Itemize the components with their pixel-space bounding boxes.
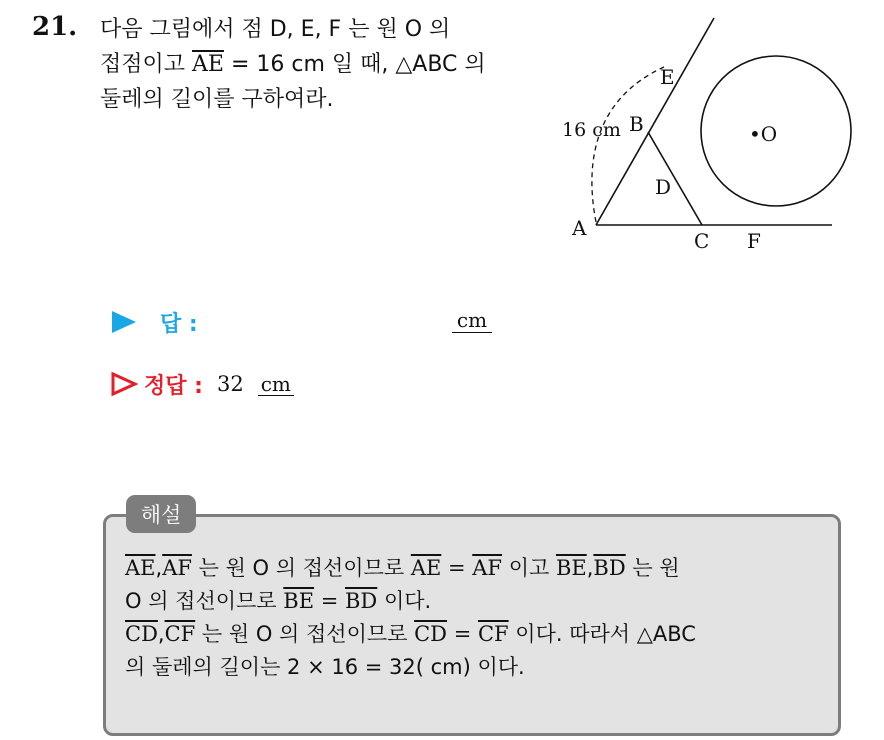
seg: $\overline{BD}$ (345, 589, 378, 613)
seg: $\overline{CD}$ (125, 622, 158, 646)
txt: 는 원 O 의 접선이므로 (195, 622, 415, 646)
label-c: C (694, 229, 710, 253)
label-f: F (747, 229, 761, 253)
label-length: 16 cm (562, 119, 621, 141)
eq: = (314, 589, 345, 613)
txt: 이고 (502, 556, 556, 580)
outline-arrow-icon (110, 371, 138, 397)
seg: $\overline{AE}$ (410, 556, 442, 580)
answer-row (110, 306, 488, 338)
seg: $\overline{CF}$ (164, 622, 196, 646)
correct-answer-label: 정답 : (144, 373, 203, 399)
solution-line-2 (125, 585, 835, 618)
figure-svg (556, 10, 856, 260)
answer-label: 답 : (160, 311, 198, 337)
seg: $\overline{AE}$ (125, 556, 156, 580)
segment-ae: $\overline{AE}$ (192, 52, 224, 77)
seg: $\overline{CD}$ (414, 622, 448, 646)
question-text (100, 12, 550, 117)
seg: $\overline{BE}$ (283, 589, 315, 613)
question-line-2 (100, 47, 550, 82)
solution-text (125, 552, 835, 684)
seg: $\overline{AF}$ (472, 556, 503, 580)
question-line-1: 다음 그림에서 점 D, E, F 는 원 O 의 (100, 17, 451, 42)
solution-line-1 (125, 552, 835, 585)
tangent-circle-figure (556, 10, 856, 264)
eq: = (441, 556, 473, 580)
sep: , (157, 622, 165, 646)
seg: $\overline{AF}$ (162, 556, 192, 580)
solution-line-3 (125, 618, 835, 651)
label-b: B (629, 112, 644, 136)
seg: $\overline{BE}$ (555, 556, 587, 580)
correct-answer-unit: cm (258, 373, 294, 396)
answer-unit-blank[interactable]: cm (452, 308, 492, 333)
question-line-2-a: 접점이고 (100, 52, 193, 77)
dashed-arc (592, 67, 664, 222)
txt: 는 원 O 의 접선이므로 (191, 556, 411, 580)
play-arrow-icon (110, 309, 138, 335)
txt: 이다. (377, 589, 432, 613)
label-o: •O (749, 122, 778, 146)
sep: , (586, 556, 594, 580)
sep: , (155, 556, 163, 580)
solution-line-4: 의 둘레의 길이는 2 × 16 = 32( cm) 이다. (125, 655, 525, 679)
eq: = (447, 622, 478, 646)
label-d: D (655, 175, 672, 199)
solution-tab: 해설 (126, 495, 196, 533)
question-number: 21. (32, 12, 78, 42)
seg: $\overline{BD}$ (593, 556, 626, 580)
txt: 이다. 따라서 △ABC (508, 622, 696, 646)
label-e: E (660, 65, 675, 89)
label-a: A (572, 216, 587, 240)
correct-answer-value: 32 (216, 372, 244, 396)
question-line-2-b: = 16 cm 일 때, △ABC 의 (223, 52, 486, 77)
question-line-3: 둘레의 길이를 구하여라. (100, 87, 334, 112)
correct-answer-row (110, 368, 294, 400)
seg: $\overline{CF}$ (477, 622, 509, 646)
txt: 는 원 (625, 556, 680, 580)
txt: O 의 접선이므로 (125, 589, 284, 613)
